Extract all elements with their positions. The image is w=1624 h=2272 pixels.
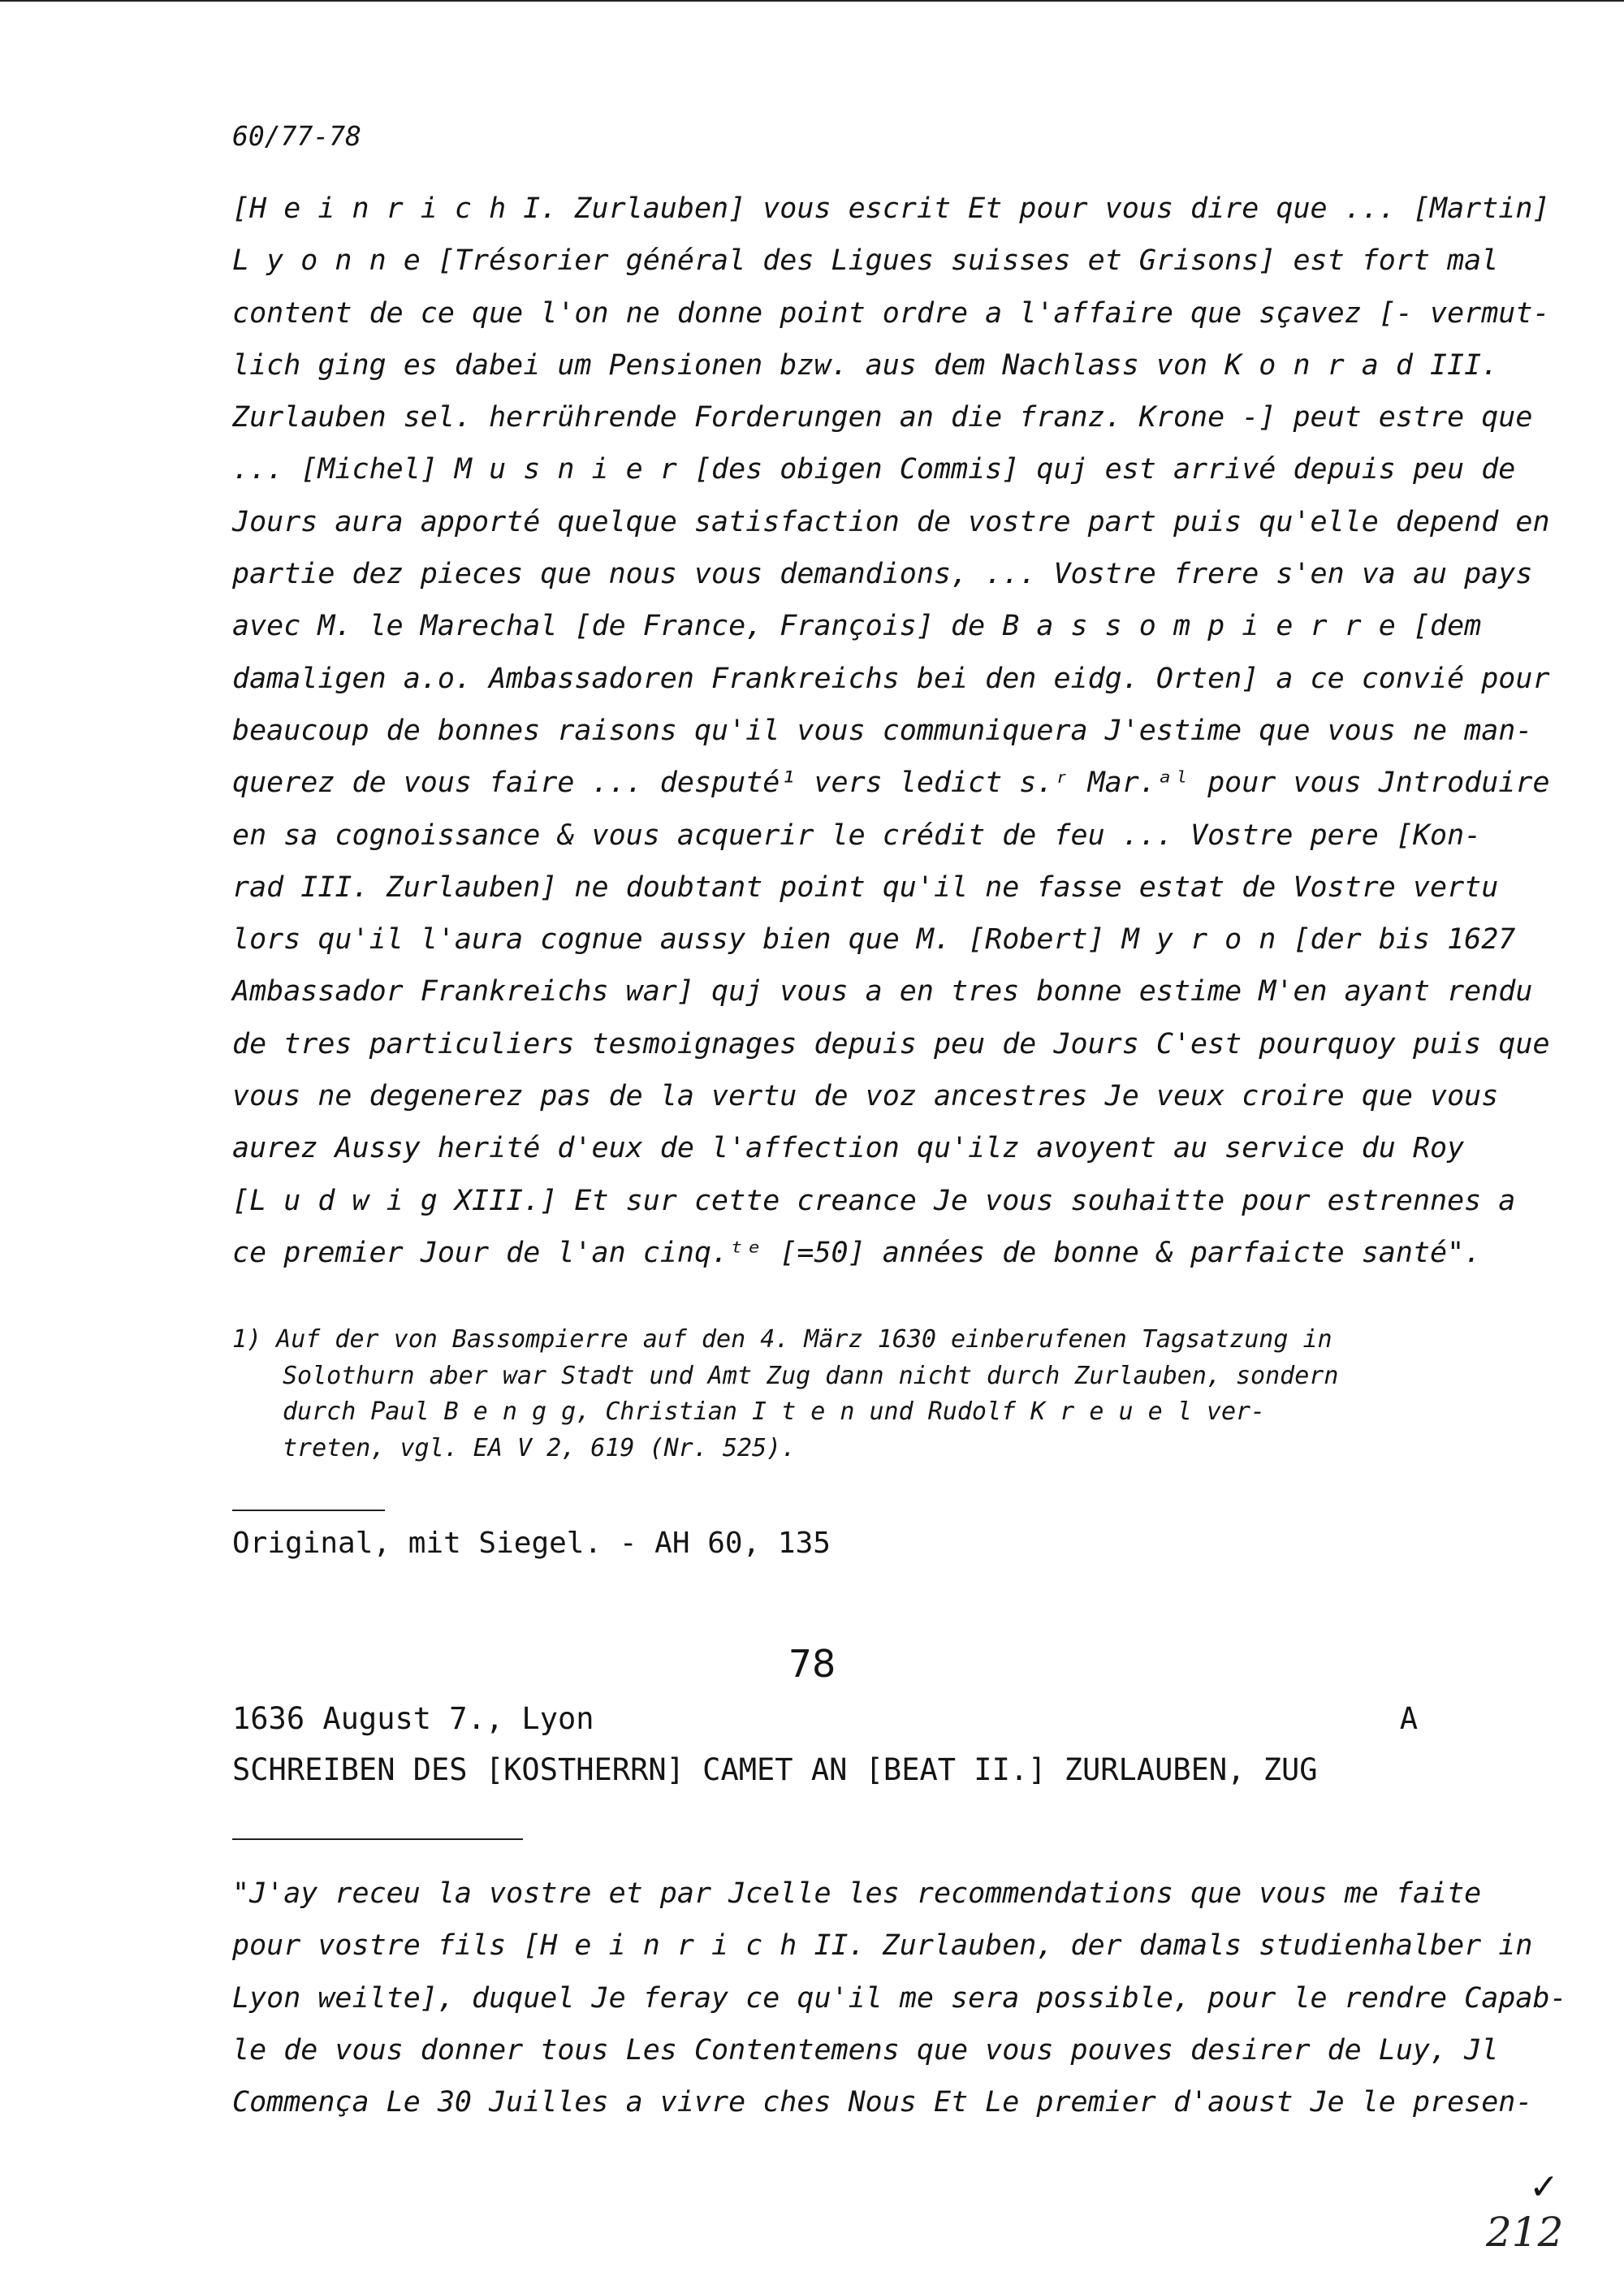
text-line: Ambassador Frankreichs war] quj vous a en tres bonne estime M'en ayant rendu	[232, 975, 1533, 1009]
text-line: [L u d w i g XIII.] Et sur cette creance Je vous souhaitte pour estrennes a	[232, 1184, 1516, 1217]
footnote-line: 1) Auf der von Bassompierre auf den 4. März 1630 einberufenen Tagsatzung in	[232, 1325, 1332, 1354]
doc78-marker: A	[1399, 1701, 1418, 1736]
footnote-line: treten, vgl. EA V 2, 619 (Nr. 525).	[283, 1433, 797, 1462]
text-line: Commença Le 30 Juilles a vivre ches Nous Et Le premier d'aoust Je le presen-	[232, 2086, 1533, 2119]
page-reference: 60/77-78	[232, 120, 361, 152]
text-line: L y o n n e [Trésorier général des Ligues suisses et Grisons] est fort mal	[232, 244, 1499, 278]
handwritten-page-number: 212	[1486, 2209, 1564, 2256]
doc78-title: SCHREIBEN DES [KOSTHERRN] CAMET AN [BEAT II.] ZURLAUBEN, ZUG	[232, 1752, 1318, 1787]
doc77-text	[232, 183, 1550, 1279]
title-separator-rule	[232, 1838, 523, 1840]
text-line: content de ce que l'on ne donne point ordre a l'affaire que sçavez [- vermut-	[232, 296, 1550, 330]
text-line: rad III. Zurlauben] ne doubtant point qu'il ne fasse estat de Vostre vertu	[232, 870, 1499, 904]
text-line: aurez Aussy herité d'eux de l'affection qu'ilz avoyent au service du Roy	[232, 1132, 1465, 1165]
top-border	[0, 0, 1624, 2]
text-line: partie dez pieces que nous vous demandions, ... Vostre frere s'en va au pays	[232, 558, 1533, 591]
text-line: ce premier Jour de l'an cinq.ᵗᵉ [=50] années de bonne & parfaicte santé".	[232, 1236, 1482, 1269]
doc78-text	[232, 1868, 1567, 2128]
text-line: "J'ay receu la vostre et par Jcelle les recommendations que vous me faite	[232, 1877, 1482, 1910]
text-line: le de vous donner tous Les Contentemens que vous pouves desirer de Luy, Jl	[232, 2033, 1499, 2067]
text-line: beaucoup de bonnes raisons qu'il vous communiquera J'estime que vous ne man-	[232, 714, 1533, 747]
check-mark-icon: ✓	[1529, 2166, 1559, 2208]
text-line: ... [Michel] M u s n i e r [des obigen Commis] quj est arrivé depuis peu de	[232, 453, 1516, 486]
footnote-line: Solothurn aber war Stadt und Amt Zug dann nicht durch Zurlauben, sondern	[283, 1361, 1339, 1390]
text-line: Lyon weilte], duquel Je feray ce qu'il me sera possible, pour le rendre Capab-	[232, 1981, 1567, 2015]
text-line: Jours aura apporté quelque satisfaction de vostre part puis qu'elle depend en	[232, 505, 1550, 538]
source-separator-rule	[232, 1510, 385, 1511]
text-line: lors qu'il l'aura cognue aussy bien que M. [Robert] M y r o n [der bis 1627	[232, 923, 1516, 957]
text-line: pour vostre fils [H e i n r i c h II. Zurlauben, der damals studienhalber in	[232, 1929, 1533, 1963]
handwritten-page-mark	[1486, 2166, 1575, 2256]
text-line: querez de vous faire ... desputé¹ vers ledict s.ʳ Mar.ᵃˡ pour vous Jntroduire	[232, 767, 1550, 800]
doc78-date-place: 1636 August 7., Lyon	[232, 1701, 594, 1736]
doc78-date-line	[232, 1701, 1418, 1736]
text-line: en sa cognoissance & vous acquerir le crédit de feu ... Vostre pere [Kon-	[232, 819, 1482, 852]
text-line: vous ne degenerez pas de la vertu de voz ancestres Je veux croire que vous	[232, 1080, 1499, 1113]
text-line: damaligen a.o. Ambassadoren Frankreichs bei den eidg. Orten] a ce convié pour	[232, 662, 1550, 695]
text-line: avec M. le Marechal [de France, François] de B a s s o m p i e r r e [dem	[232, 610, 1482, 643]
text-line: lich ging es dabei um Pensionen bzw. aus dem Nachlass von K o n r a d III.	[232, 348, 1499, 382]
source-line: Original, mit Siegel. - AH 60, 135	[232, 1527, 831, 1560]
footnote	[232, 1322, 1499, 1466]
text-line: Zurlauben sel. herrührende Forderungen an die franz. Krone -] peut estre que	[232, 401, 1533, 434]
document-number: 78	[788, 1642, 836, 1686]
text-line: de tres particuliers tesmoignages depuis peu de Jours C'est pourquoy puis que	[232, 1027, 1550, 1060]
text-line: [H e i n r i c h I. Zurlauben] vous escrit Et pour vous dire que ... [Martin]	[232, 192, 1550, 225]
footnote-line: durch Paul B e n g g, Christian I t e n und Rudolf K r e u e l ver-	[283, 1397, 1266, 1426]
